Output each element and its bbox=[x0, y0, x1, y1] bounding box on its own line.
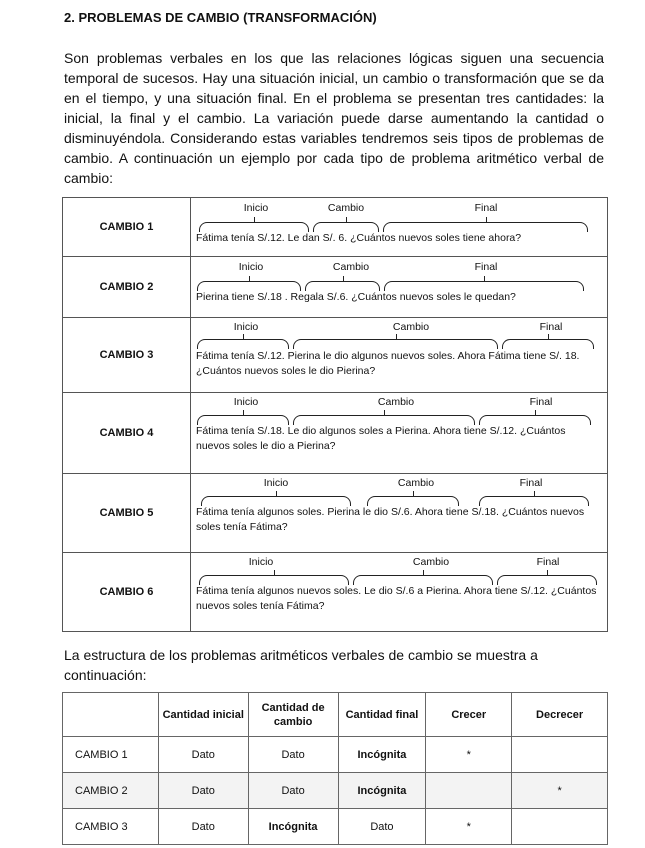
cambio-content bbox=[191, 318, 608, 393]
cambio-label: CAMBIO 6 bbox=[63, 553, 191, 632]
header-cantidad-final: Cantidad final bbox=[338, 693, 426, 737]
cell-crecer bbox=[426, 773, 512, 809]
cell-inicial: Dato bbox=[158, 809, 248, 845]
cambio-row bbox=[63, 198, 608, 257]
final-label: Final bbox=[539, 321, 563, 333]
cambios-table bbox=[62, 197, 608, 632]
cambio-row bbox=[63, 474, 608, 553]
cambio-content bbox=[191, 393, 608, 474]
cambio-statement: Fátima tenía S/.12. Pierina le dio algunos nuevos soles. Ahora Fátima tiene S/. 18. ¿Cuántos nuevos soles le dio Pierina? bbox=[196, 350, 580, 377]
cell-final: Incógnita bbox=[338, 737, 426, 773]
cambio-segment-label: Cambio bbox=[377, 396, 415, 408]
inicio-label: Inicio bbox=[238, 261, 264, 273]
cambio-row bbox=[63, 318, 608, 393]
structure-header-row bbox=[63, 693, 608, 737]
cell-final: Dato bbox=[338, 809, 426, 845]
final-label: Final bbox=[519, 477, 543, 489]
cell-inicial: Dato bbox=[158, 773, 248, 809]
header-empty bbox=[63, 693, 159, 737]
cambio-statement: Fátima tenía algunos soles. Pierina le dio S/.6. Ahora tiene S/.18. ¿Cuántos nuevos soles tenía Fátima? bbox=[196, 506, 585, 533]
cell-inicial: Dato bbox=[158, 737, 248, 773]
structure-intro: La estructura de los problemas aritméticos verbales de cambio se muestra a continuación: bbox=[64, 647, 538, 683]
final-label: Final bbox=[474, 261, 498, 273]
cambio-content bbox=[191, 257, 608, 318]
inicio-label: Inicio bbox=[243, 202, 269, 214]
cambio-row bbox=[63, 393, 608, 474]
cambio-label: CAMBIO 1 bbox=[63, 198, 191, 257]
inicio-brace bbox=[197, 339, 289, 349]
cambio-content bbox=[191, 474, 608, 553]
cambio-statement: Fátima tenía S/.18. Le dio algunos soles a Pierina. Ahora tiene S/.12. ¿Cuántos nuevos soles le dio a Pierina? bbox=[196, 425, 566, 452]
cambio-content bbox=[191, 553, 608, 632]
row-label: CAMBIO 1 bbox=[63, 737, 159, 773]
cambio-row bbox=[63, 553, 608, 632]
cambio-label: CAMBIO 4 bbox=[63, 393, 191, 474]
cambio-segment-label: Cambio bbox=[392, 321, 430, 333]
final-label: Final bbox=[536, 556, 560, 568]
header-cantidad-inicial: Cantidad inicial bbox=[158, 693, 248, 737]
cambio-content bbox=[191, 198, 608, 257]
header-crecer: Crecer bbox=[426, 693, 512, 737]
cell-cambio: Dato bbox=[248, 737, 338, 773]
row-label: CAMBIO 3 bbox=[63, 809, 159, 845]
cell-decrecer bbox=[512, 737, 608, 773]
cell-decrecer: * bbox=[512, 773, 608, 809]
cell-cambio: Incógnita bbox=[248, 809, 338, 845]
final-brace bbox=[502, 339, 594, 349]
cell-crecer: * bbox=[426, 737, 512, 773]
structure-row bbox=[63, 773, 608, 809]
cambio-label: CAMBIO 5 bbox=[63, 474, 191, 553]
cell-final: Incógnita bbox=[338, 773, 426, 809]
cambio-segment-label: Cambio bbox=[332, 261, 370, 273]
structure-row bbox=[63, 737, 608, 773]
cell-cambio: Dato bbox=[248, 773, 338, 809]
intro-paragraph: Son problemas verbales en los que las relaciones lógicas siguen una secuencia temporal de sucesos. Hay una situación inicial, un cambio o transformación que se da en el tiempo, y una situación final. En el problema se presentan tres cantidades: la inicial, la final y el cambio. La variación puede darse aumentando la cantidad o disminuyéndola. Considerando estas variables tendremos seis tipos de problemas de cambio. A continuación un ejemplo por cada tipo de problema aritmético verbal de cambio: bbox=[64, 50, 604, 186]
cambio-segment-label: Cambio bbox=[397, 477, 435, 489]
cambio-statement: Fátima tenía S/.12. Le dan S/. 6. ¿Cuántos nuevos soles tiene ahora? bbox=[196, 232, 522, 244]
row-label: CAMBIO 2 bbox=[63, 773, 159, 809]
cambio-segment-label: Cambio bbox=[327, 202, 365, 214]
cell-decrecer bbox=[512, 809, 608, 845]
cambio-statement: Fátima tenía algunos nuevos soles. Le dio S/.6 a Pierina. Ahora tiene S/.12. ¿Cuántos nuevos soles tenía Fátima? bbox=[196, 585, 597, 612]
section-title: 2. PROBLEMAS DE CAMBIO (TRANSFORMACIÓN) bbox=[64, 10, 377, 25]
structure-table bbox=[62, 692, 608, 845]
header-cantidad-cambio: Cantidad de cambio bbox=[248, 693, 338, 737]
cambio-brace bbox=[293, 339, 498, 349]
inicio-label: Inicio bbox=[248, 556, 274, 568]
structure-row bbox=[63, 809, 608, 845]
cambio-label: CAMBIO 3 bbox=[63, 318, 191, 393]
inicio-label: Inicio bbox=[233, 321, 259, 333]
inicio-label: Inicio bbox=[233, 396, 259, 408]
cambio-row bbox=[63, 257, 608, 318]
cell-crecer: * bbox=[426, 809, 512, 845]
final-label: Final bbox=[529, 396, 553, 408]
cambio-segment-label: Cambio bbox=[412, 556, 450, 568]
final-label: Final bbox=[474, 202, 498, 214]
header-decrecer: Decrecer bbox=[512, 693, 608, 737]
inicio-label: Inicio bbox=[263, 477, 289, 489]
cambio-label: CAMBIO 2 bbox=[63, 257, 191, 318]
cambio-statement: Pierina tiene S/.18 . Regala S/.6. ¿Cuántos nuevos soles le quedan? bbox=[196, 291, 516, 303]
